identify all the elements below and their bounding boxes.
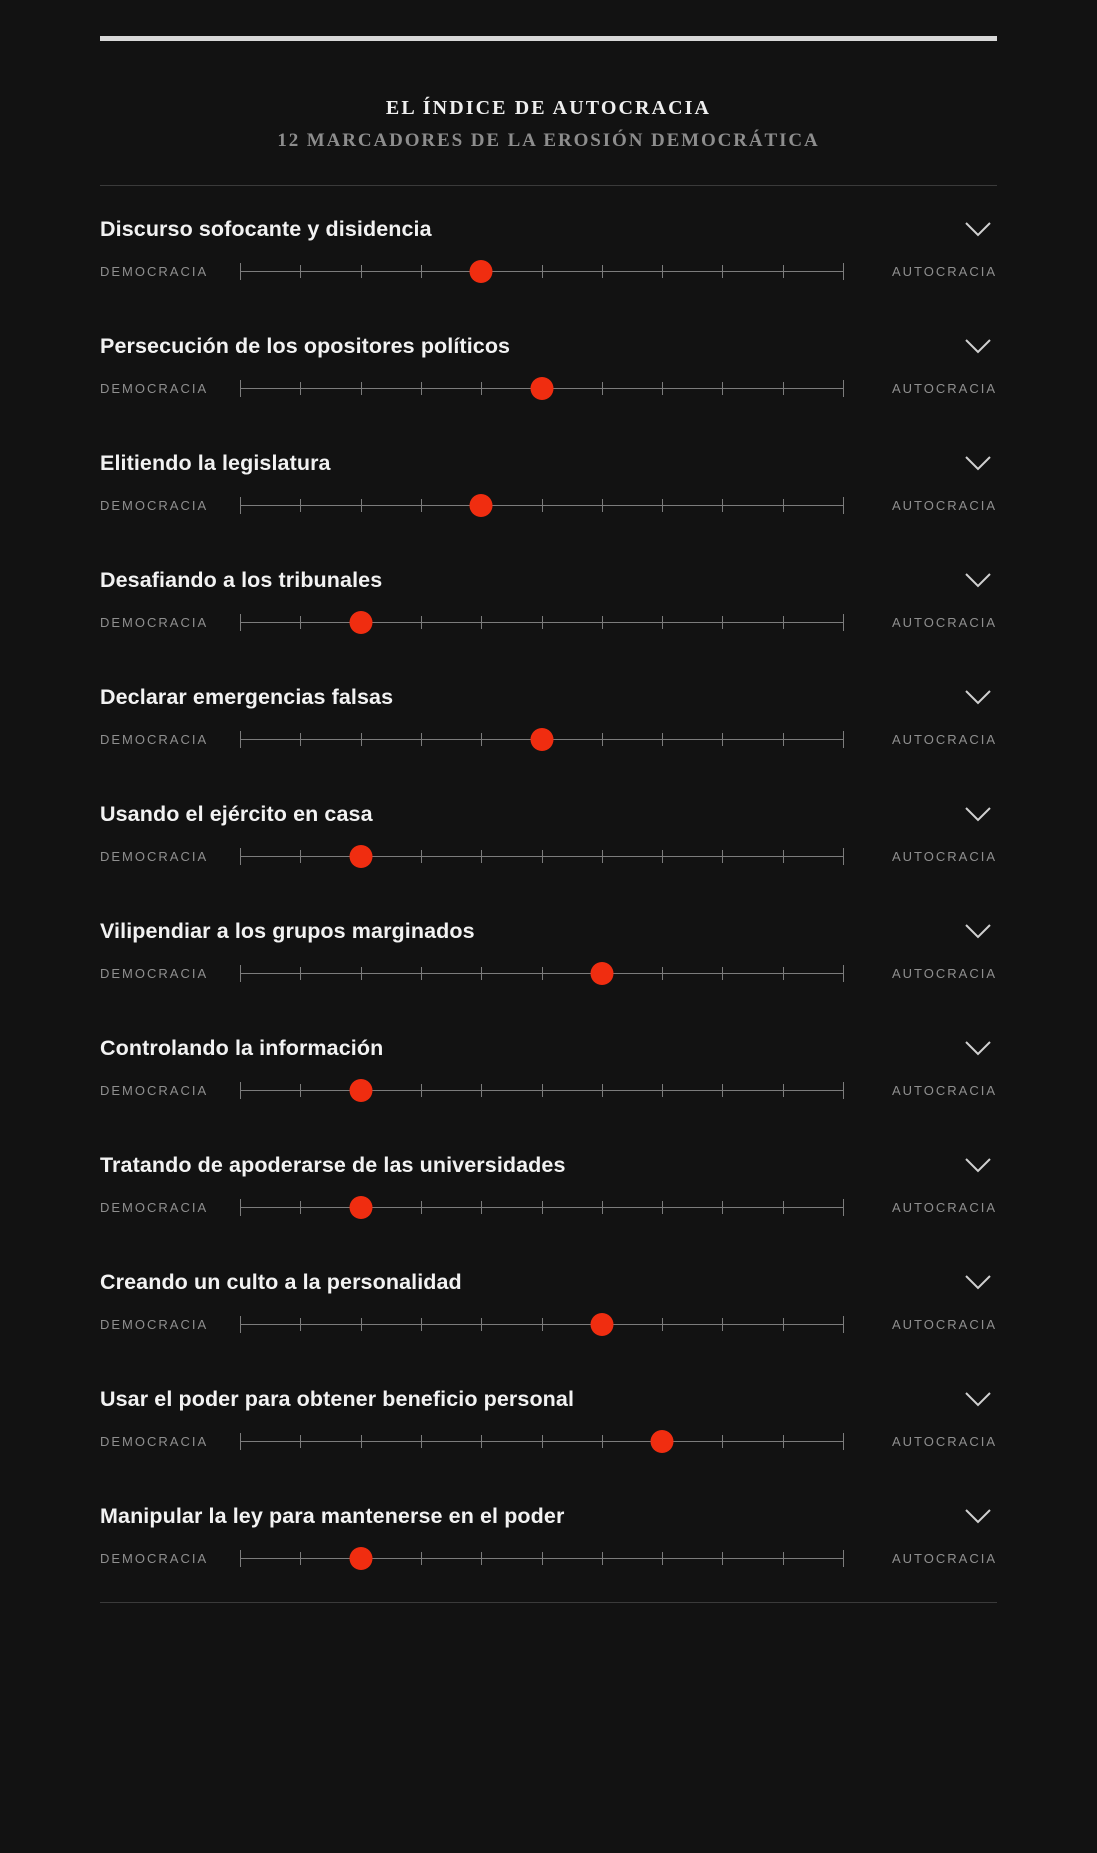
marker-row-header[interactable] bbox=[100, 334, 997, 359]
scale-tick bbox=[783, 1552, 784, 1565]
scale-tick bbox=[722, 967, 723, 980]
scale-tick bbox=[783, 1201, 784, 1214]
scale-track[interactable] bbox=[240, 1313, 843, 1337]
scale-marker-dot[interactable] bbox=[530, 728, 553, 751]
chevron-down-icon[interactable] bbox=[963, 1506, 993, 1526]
scale-tick bbox=[300, 1084, 301, 1097]
scale-tick bbox=[783, 382, 784, 395]
scale-tick bbox=[481, 967, 482, 980]
marker-row-header[interactable] bbox=[100, 1387, 997, 1412]
scale-right-label: AUTOCRACIA bbox=[892, 1200, 997, 1216]
marker-row[interactable] bbox=[100, 771, 997, 888]
scale-tick bbox=[421, 616, 422, 629]
scale-tick bbox=[783, 499, 784, 512]
scale-track[interactable] bbox=[240, 845, 843, 869]
scale-tick bbox=[421, 733, 422, 746]
scale-tick bbox=[300, 265, 301, 278]
scale-marker-dot[interactable] bbox=[349, 1547, 372, 1570]
scale-tick bbox=[421, 1552, 422, 1565]
scale-tick bbox=[843, 1433, 844, 1450]
scale-left-label: DEMOCRACIA bbox=[100, 1083, 209, 1099]
scale-right-label: AUTOCRACIA bbox=[892, 732, 997, 748]
scale-tick bbox=[542, 1435, 543, 1448]
scale-tick bbox=[240, 1316, 241, 1333]
scale-tick bbox=[662, 967, 663, 980]
scale-tick bbox=[361, 967, 362, 980]
scale-left-label: DEMOCRACIA bbox=[100, 1551, 209, 1567]
scale-tick bbox=[481, 1552, 482, 1565]
scale-tick bbox=[722, 382, 723, 395]
scale-tick bbox=[240, 380, 241, 397]
marker-label: Elitiendo la legislatura bbox=[100, 450, 331, 475]
scale-tick bbox=[783, 1318, 784, 1331]
chevron-down-icon[interactable] bbox=[963, 921, 993, 941]
scale-tick bbox=[300, 850, 301, 863]
scale-tick bbox=[421, 1318, 422, 1331]
marker-scale bbox=[100, 728, 997, 771]
scale-tick bbox=[783, 1084, 784, 1097]
scale-tick bbox=[722, 1318, 723, 1331]
chevron-down-icon[interactable] bbox=[963, 1038, 993, 1058]
marker-scale bbox=[100, 1547, 997, 1590]
scale-track[interactable] bbox=[240, 494, 843, 518]
scale-tick bbox=[240, 1433, 241, 1450]
marker-row[interactable] bbox=[100, 1473, 997, 1590]
scale-tick bbox=[361, 733, 362, 746]
scale-tick bbox=[240, 1082, 241, 1099]
scale-tick bbox=[602, 616, 603, 629]
scale-tick bbox=[843, 614, 844, 631]
scale-marker-dot[interactable] bbox=[590, 1313, 613, 1336]
scale-marker-dot[interactable] bbox=[470, 494, 493, 517]
scale-tick bbox=[421, 1084, 422, 1097]
scale-tick bbox=[662, 382, 663, 395]
scale-right-label: AUTOCRACIA bbox=[892, 1551, 997, 1567]
marker-label: Controlando la información bbox=[100, 1035, 384, 1060]
chevron-down-icon[interactable] bbox=[963, 336, 993, 356]
scale-track[interactable] bbox=[240, 1196, 843, 1220]
scale-tick bbox=[240, 614, 241, 631]
marker-row-header[interactable] bbox=[100, 685, 997, 710]
scale-left-label: DEMOCRACIA bbox=[100, 615, 209, 631]
scale-right-label: AUTOCRACIA bbox=[892, 1317, 997, 1333]
scale-tick bbox=[421, 265, 422, 278]
marker-scale bbox=[100, 962, 997, 1005]
scale-tick bbox=[843, 731, 844, 748]
scale-tick bbox=[722, 1435, 723, 1448]
scale-left-label: DEMOCRACIA bbox=[100, 966, 209, 982]
marker-row[interactable] bbox=[100, 654, 997, 771]
scale-tick bbox=[542, 1318, 543, 1331]
scale-tick bbox=[783, 616, 784, 629]
scale-tick bbox=[783, 1435, 784, 1448]
scale-tick bbox=[602, 1201, 603, 1214]
scale-tick bbox=[481, 1435, 482, 1448]
marker-scale bbox=[100, 1196, 997, 1239]
scale-tick bbox=[843, 1316, 844, 1333]
marker-scale bbox=[100, 1313, 997, 1356]
chevron-down-icon[interactable] bbox=[963, 453, 993, 473]
scale-marker-dot[interactable] bbox=[530, 377, 553, 400]
marker-label: Usando el ejército en casa bbox=[100, 801, 373, 826]
scale-tick bbox=[662, 850, 663, 863]
scale-tick bbox=[783, 850, 784, 863]
scale-tick bbox=[361, 1435, 362, 1448]
scale-tick bbox=[240, 1550, 241, 1567]
marker-row[interactable] bbox=[100, 537, 997, 654]
marker-label: Discurso sofocante y disidencia bbox=[100, 216, 432, 241]
scale-marker-dot[interactable] bbox=[590, 962, 613, 985]
scale-tick bbox=[843, 263, 844, 280]
marker-row-header[interactable] bbox=[100, 802, 997, 827]
page-title: EL ÍNDICE DE AUTOCRACIA bbox=[385, 97, 712, 119]
scale-tick bbox=[843, 1082, 844, 1099]
scale-tick bbox=[240, 497, 241, 514]
marker-label: Usar el poder para obtener beneficio personal bbox=[100, 1386, 575, 1411]
scale-tick bbox=[722, 733, 723, 746]
scale-tick bbox=[240, 1199, 241, 1216]
marker-row-header[interactable] bbox=[100, 451, 997, 476]
scale-tick bbox=[481, 1318, 482, 1331]
scale-tick bbox=[240, 731, 241, 748]
scale-tick bbox=[481, 850, 482, 863]
scale-tick bbox=[662, 616, 663, 629]
scale-tick bbox=[300, 733, 301, 746]
scale-tick bbox=[602, 382, 603, 395]
page-header bbox=[0, 0, 1097, 154]
scale-tick bbox=[300, 499, 301, 512]
scale-tick bbox=[421, 850, 422, 863]
marker-row[interactable] bbox=[100, 1122, 997, 1239]
scale-tick bbox=[240, 848, 241, 865]
scale-marker-dot[interactable] bbox=[349, 1196, 372, 1219]
scale-tick bbox=[662, 265, 663, 278]
marker-row-header[interactable] bbox=[100, 1036, 997, 1061]
scale-tick bbox=[542, 616, 543, 629]
scale-tick bbox=[602, 1084, 603, 1097]
scale-tick bbox=[843, 1199, 844, 1216]
marker-label: Manipular la ley para mantenerse en el poder bbox=[100, 1503, 565, 1528]
scale-tick bbox=[421, 1435, 422, 1448]
scale-track[interactable] bbox=[240, 962, 843, 986]
chevron-down-icon[interactable] bbox=[963, 1272, 993, 1292]
marker-row[interactable] bbox=[100, 1239, 997, 1356]
marker-row-header[interactable] bbox=[100, 919, 997, 944]
scale-tick bbox=[421, 967, 422, 980]
scale-left-label: DEMOCRACIA bbox=[100, 381, 209, 397]
scale-right-label: AUTOCRACIA bbox=[892, 1434, 997, 1450]
marker-row-header[interactable] bbox=[100, 217, 997, 242]
scale-track[interactable] bbox=[240, 611, 843, 635]
scale-tick bbox=[843, 380, 844, 397]
scale-tick bbox=[300, 1552, 301, 1565]
top-rule bbox=[100, 36, 997, 41]
marker-row-header[interactable] bbox=[100, 1504, 997, 1529]
scale-tick bbox=[602, 1552, 603, 1565]
scale-tick bbox=[662, 499, 663, 512]
scale-tick bbox=[361, 265, 362, 278]
marker-scale bbox=[100, 494, 997, 537]
scale-tick bbox=[722, 499, 723, 512]
marker-row[interactable] bbox=[100, 1005, 997, 1122]
scale-tick bbox=[843, 497, 844, 514]
scale-tick bbox=[542, 499, 543, 512]
marker-scale bbox=[100, 611, 997, 654]
marker-scale bbox=[100, 845, 997, 888]
scale-right-label: AUTOCRACIA bbox=[892, 264, 997, 280]
scale-right-label: AUTOCRACIA bbox=[892, 849, 997, 865]
marker-label: Desafiando a los tribunales bbox=[100, 567, 383, 592]
scale-track[interactable] bbox=[240, 377, 843, 401]
scale-right-label: AUTOCRACIA bbox=[892, 615, 997, 631]
scale-right-label: AUTOCRACIA bbox=[892, 966, 997, 982]
marker-scale bbox=[100, 1079, 997, 1122]
marker-row[interactable] bbox=[100, 888, 997, 1005]
scale-marker-dot[interactable] bbox=[349, 611, 372, 634]
scale-tick bbox=[602, 733, 603, 746]
scale-tick bbox=[662, 1084, 663, 1097]
scale-tick bbox=[542, 1552, 543, 1565]
chevron-down-icon[interactable] bbox=[963, 1155, 993, 1175]
scale-tick bbox=[240, 263, 241, 280]
scale-tick bbox=[361, 1318, 362, 1331]
scale-tick bbox=[722, 1552, 723, 1565]
marker-scale bbox=[100, 1430, 997, 1473]
scale-tick bbox=[300, 967, 301, 980]
marker-label: Tratando de apoderarse de las universidades bbox=[100, 1152, 566, 1177]
scale-tick bbox=[481, 733, 482, 746]
scale-tick bbox=[722, 850, 723, 863]
scale-left-label: DEMOCRACIA bbox=[100, 849, 209, 865]
scale-tick bbox=[662, 733, 663, 746]
scale-left-label: DEMOCRACIA bbox=[100, 732, 209, 748]
scale-tick bbox=[542, 1084, 543, 1097]
scale-tick bbox=[662, 1318, 663, 1331]
marker-row-header[interactable] bbox=[100, 1270, 997, 1295]
marker-label: Declarar emergencias falsas bbox=[100, 684, 394, 709]
scale-track[interactable] bbox=[240, 1430, 843, 1454]
marker-scale bbox=[100, 377, 997, 420]
scale-left-label: DEMOCRACIA bbox=[100, 1200, 209, 1216]
marker-label: Persecución de los opositores políticos bbox=[100, 333, 511, 358]
scale-tick bbox=[662, 1552, 663, 1565]
scale-tick bbox=[602, 499, 603, 512]
chevron-down-icon[interactable] bbox=[963, 804, 993, 824]
chevron-down-icon[interactable] bbox=[963, 1389, 993, 1409]
marker-list bbox=[100, 186, 997, 1590]
list-bottom-divider bbox=[100, 1602, 997, 1603]
scale-right-label: AUTOCRACIA bbox=[892, 498, 997, 514]
scale-tick bbox=[722, 265, 723, 278]
scale-tick bbox=[783, 967, 784, 980]
scale-tick bbox=[722, 616, 723, 629]
scale-tick bbox=[421, 382, 422, 395]
marker-scale bbox=[100, 260, 997, 303]
scale-tick bbox=[783, 733, 784, 746]
scale-tick bbox=[240, 965, 241, 982]
scale-tick bbox=[300, 1435, 301, 1448]
scale-marker-dot[interactable] bbox=[349, 845, 372, 868]
scale-tick bbox=[361, 499, 362, 512]
scale-tick bbox=[300, 1201, 301, 1214]
marker-row[interactable] bbox=[100, 1356, 997, 1473]
scale-tick bbox=[662, 1201, 663, 1214]
scale-marker-dot[interactable] bbox=[470, 260, 493, 283]
scale-tick bbox=[481, 1084, 482, 1097]
scale-marker-dot[interactable] bbox=[651, 1430, 674, 1453]
scale-tick bbox=[300, 1318, 301, 1331]
scale-left-label: DEMOCRACIA bbox=[100, 264, 209, 280]
scale-tick bbox=[602, 265, 603, 278]
scale-left-label: DEMOCRACIA bbox=[100, 1317, 209, 1333]
scale-track[interactable] bbox=[240, 260, 843, 284]
scale-tick bbox=[542, 265, 543, 278]
scale-left-label: DEMOCRACIA bbox=[100, 1434, 209, 1450]
marker-row-header[interactable] bbox=[100, 1153, 997, 1178]
marker-row-header[interactable] bbox=[100, 568, 997, 593]
scale-tick bbox=[481, 616, 482, 629]
scale-tick bbox=[722, 1084, 723, 1097]
scale-left-label: DEMOCRACIA bbox=[100, 498, 209, 514]
marker-row[interactable] bbox=[100, 303, 997, 420]
marker-label: Vilipendiar a los grupos marginados bbox=[100, 918, 475, 943]
scale-tick bbox=[300, 616, 301, 629]
scale-right-label: AUTOCRACIA bbox=[892, 1083, 997, 1099]
scale-tick bbox=[481, 1201, 482, 1214]
scale-tick bbox=[361, 382, 362, 395]
chevron-down-icon[interactable] bbox=[963, 687, 993, 707]
marker-row[interactable] bbox=[100, 420, 997, 537]
scale-tick bbox=[421, 1201, 422, 1214]
marker-label: Creando un culto a la personalidad bbox=[100, 1269, 462, 1294]
scale-tick bbox=[843, 848, 844, 865]
scale-tick bbox=[421, 499, 422, 512]
chevron-down-icon[interactable] bbox=[963, 219, 993, 239]
scale-tick bbox=[542, 1201, 543, 1214]
scale-right-label: AUTOCRACIA bbox=[892, 381, 997, 397]
page-subtitle: 12 MARCADORES DE LA EROSIÓN DEMOCRÁTICA bbox=[277, 130, 820, 151]
scale-tick bbox=[843, 1550, 844, 1567]
scale-track[interactable] bbox=[240, 1547, 843, 1571]
chevron-down-icon[interactable] bbox=[963, 570, 993, 590]
scale-tick bbox=[481, 382, 482, 395]
scale-tick bbox=[843, 965, 844, 982]
scale-tick bbox=[783, 265, 784, 278]
scale-track[interactable] bbox=[240, 1079, 843, 1103]
scale-marker-dot[interactable] bbox=[349, 1079, 372, 1102]
scale-tick bbox=[602, 850, 603, 863]
scale-track[interactable] bbox=[240, 728, 843, 752]
scale-tick bbox=[602, 1435, 603, 1448]
marker-row[interactable] bbox=[100, 186, 997, 303]
scale-tick bbox=[722, 1201, 723, 1214]
scale-tick bbox=[300, 382, 301, 395]
scale-tick bbox=[542, 850, 543, 863]
scale-tick bbox=[542, 967, 543, 980]
